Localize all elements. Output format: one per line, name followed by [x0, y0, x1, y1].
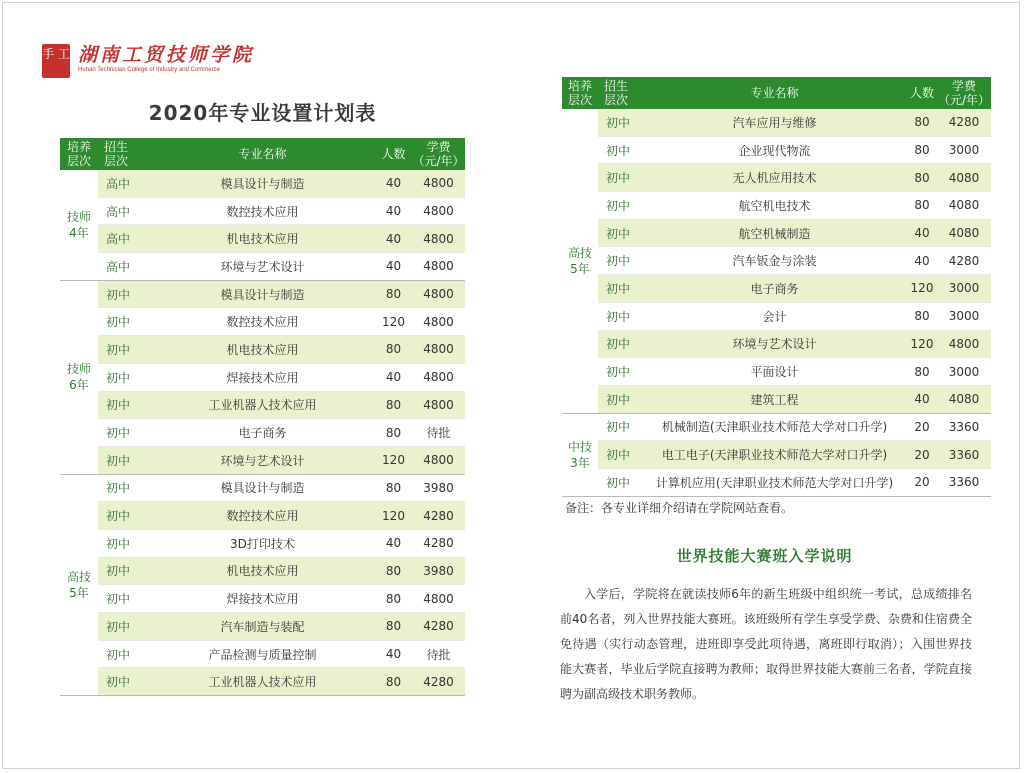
fee-cell: 3000: [937, 358, 991, 386]
enroll-cell: 初中: [98, 557, 150, 585]
count-cell: 40: [907, 247, 937, 275]
major-cell: 模具设计与制造: [150, 474, 375, 502]
fee-cell: 4280: [937, 109, 991, 136]
count-cell: 80: [375, 474, 412, 502]
fee-cell: 3980: [412, 474, 465, 502]
count-cell: 40: [375, 197, 412, 225]
count-cell: 120: [375, 502, 412, 530]
table-row: [60, 474, 465, 502]
fee-cell: 4080: [937, 164, 991, 192]
enroll-cell: 初中: [598, 358, 642, 386]
major-cell: 机电技术应用: [150, 336, 375, 364]
header-fee: 学费 （元/年）: [937, 79, 991, 107]
count-cell: 20: [907, 468, 937, 496]
table-row: [562, 330, 991, 358]
header-count: 人数: [907, 77, 937, 109]
table-row: [60, 446, 465, 474]
major-cell: 焊接技术应用: [150, 585, 375, 613]
table-row: [562, 413, 991, 441]
logo-text: [78, 44, 254, 74]
major-cell: 机电技术应用: [150, 225, 375, 253]
header-count: 人数: [375, 138, 412, 170]
enroll-cell: 初中: [98, 363, 150, 391]
fee-cell: 4800: [412, 363, 465, 391]
table-row: [60, 585, 465, 613]
enroll-cell: 初中: [598, 192, 642, 220]
count-cell: 80: [907, 302, 937, 330]
major-cell: 产品检测与质量控制: [150, 640, 375, 668]
enroll-cell: 初中: [98, 336, 150, 364]
college-name-en: Hunan Technician College of Industry and Commerce: [78, 67, 220, 73]
seal-icon: 手 工: [42, 44, 70, 78]
table-header-row: [60, 138, 465, 170]
table-row: [562, 358, 991, 386]
count-cell: 80: [907, 358, 937, 386]
enroll-cell: 高中: [98, 170, 150, 197]
enroll-cell: 初中: [598, 164, 642, 192]
major-cell: 汽车钣金与涂装: [642, 247, 907, 275]
header-level: 培养 层次: [60, 138, 98, 170]
count-cell: 120: [907, 275, 937, 303]
enroll-cell: 高中: [98, 225, 150, 253]
table-body-left: [60, 170, 465, 696]
enroll-cell: 初中: [598, 136, 642, 164]
table-row: [60, 308, 465, 336]
header-enroll: 招生 层次: [598, 77, 642, 109]
fee-cell: 3360: [937, 441, 991, 469]
table-row: [562, 385, 991, 413]
table-row: [60, 363, 465, 391]
table-body-right: [562, 109, 991, 496]
fee-cell: 待批: [412, 419, 465, 447]
count-cell: 80: [375, 585, 412, 613]
enroll-cell: 初中: [598, 109, 642, 136]
major-cell: 电子商务: [642, 275, 907, 303]
fee-cell: 4080: [937, 385, 991, 413]
table-row: [60, 419, 465, 447]
table-row: [60, 557, 465, 585]
table-row: [562, 192, 991, 220]
fee-cell: 4280: [412, 668, 465, 696]
enroll-cell: 初中: [598, 219, 642, 247]
fee-cell: 4800: [412, 391, 465, 419]
fee-cell: 4800: [412, 446, 465, 474]
major-cell: 无人机应用技术: [642, 164, 907, 192]
major-cell: 电子商务: [150, 419, 375, 447]
college-logo: [42, 44, 254, 78]
count-cell: 80: [375, 419, 412, 447]
header-major: 专业名称: [642, 77, 907, 109]
count-cell: 40: [375, 640, 412, 668]
header-major: 专业名称: [150, 138, 375, 170]
table-header-row: [562, 77, 991, 109]
major-cell: 环境与艺术设计: [150, 253, 375, 281]
level-cell: 高技 5年: [60, 474, 98, 696]
fee-cell: 4080: [937, 192, 991, 220]
enroll-cell: 初中: [98, 474, 150, 502]
count-cell: 40: [907, 219, 937, 247]
count-cell: 40: [375, 170, 412, 197]
enroll-cell: 初中: [598, 330, 642, 358]
count-cell: 80: [375, 280, 412, 308]
fee-cell: 4800: [412, 280, 465, 308]
major-cell: 工业机器人技术应用: [150, 668, 375, 696]
fee-cell: 4800: [412, 308, 465, 336]
fee-cell: 3360: [937, 413, 991, 441]
enroll-cell: 初中: [98, 502, 150, 530]
count-cell: 80: [375, 557, 412, 585]
count-cell: 20: [907, 441, 937, 469]
major-cell: 企业现代物流: [642, 136, 907, 164]
fee-cell: 4800: [412, 336, 465, 364]
enroll-cell: 初中: [98, 308, 150, 336]
count-cell: 120: [907, 330, 937, 358]
enroll-cell: 初中: [98, 391, 150, 419]
enroll-cell: 初中: [98, 280, 150, 308]
major-cell: 电工电子(天津职业技术师范大学对口升学): [642, 441, 907, 469]
header-level: 培养 层次: [562, 77, 598, 109]
major-cell: 环境与艺术设计: [642, 330, 907, 358]
table-row: [562, 275, 991, 303]
table-row: [60, 280, 465, 308]
table-row: [562, 468, 991, 496]
table-row: [60, 640, 465, 668]
enroll-cell: 初中: [598, 247, 642, 275]
major-cell: 数控技术应用: [150, 502, 375, 530]
enroll-cell: 初中: [598, 385, 642, 413]
section-title: 世界技能大赛班入学说明: [676, 547, 853, 565]
enroll-cell: 初中: [598, 441, 642, 469]
table-note: 备注：各专业详细介绍请在学院网站查看。: [565, 501, 794, 515]
count-cell: 40: [907, 385, 937, 413]
fee-cell: 3000: [937, 302, 991, 330]
count-cell: 80: [375, 391, 412, 419]
major-cell: 机电技术应用: [150, 557, 375, 585]
major-cell: 机械制造(天津职业技术师范大学对口升学): [642, 413, 907, 441]
enroll-cell: 初中: [98, 419, 150, 447]
plan-table-right: [562, 77, 991, 497]
table-row: [562, 109, 991, 136]
table-row: [562, 302, 991, 330]
header-fee: 学费 （元/年）: [412, 140, 465, 168]
major-cell: 工业机器人技术应用: [150, 391, 375, 419]
enroll-cell: 初中: [98, 529, 150, 557]
count-cell: 120: [375, 308, 412, 336]
fee-cell: 4800: [412, 197, 465, 225]
major-cell: 环境与艺术设计: [150, 446, 375, 474]
major-cell: 焊接技术应用: [150, 363, 375, 391]
fee-cell: 4280: [412, 529, 465, 557]
section-paragraph: 入学后，学院将在就读技师6年的新生班级中组织统一考试，总成绩排名前40名者，列入世界技能大赛班。该班级所有学生享受学费、杂费和住宿费全免待遇（实行动态管理，进班即享受此项待遇，离班即行取消）；入围世界技能大赛者，毕业后学院直接聘为教师；取得世界技能大赛前三名者，学院直接聘为副高级技术职务教师。: [560, 587, 972, 701]
major-cell: 数控技术应用: [150, 308, 375, 336]
count-cell: 80: [907, 136, 937, 164]
major-cell: 航空机械制造: [642, 219, 907, 247]
fee-cell: 4280: [412, 502, 465, 530]
table-row: [60, 391, 465, 419]
level-cell: 技师 6年: [60, 280, 98, 474]
major-cell: 3D打印技术: [150, 529, 375, 557]
major-cell: 建筑工程: [642, 385, 907, 413]
page-title: 2020年专业设置计划表: [148, 101, 377, 125]
count-cell: 80: [907, 192, 937, 220]
count-cell: 80: [907, 109, 937, 136]
major-cell: 航空机电技术: [642, 192, 907, 220]
enroll-cell: 初中: [598, 468, 642, 496]
college-name-cn: 湖南工贸技师学院: [78, 44, 255, 66]
count-cell: 120: [375, 446, 412, 474]
count-cell: 80: [375, 336, 412, 364]
count-cell: 40: [375, 363, 412, 391]
enroll-cell: 初中: [98, 613, 150, 641]
major-cell: 模具设计与制造: [150, 280, 375, 308]
major-cell: 平面设计: [642, 358, 907, 386]
table-row: [60, 529, 465, 557]
fee-cell: 4800: [412, 170, 465, 197]
enroll-cell: 初中: [598, 302, 642, 330]
plan-table-left: [60, 138, 465, 696]
major-cell: 会计: [642, 302, 907, 330]
count-cell: 40: [375, 253, 412, 281]
header-enroll: 招生 层次: [98, 138, 150, 170]
table-row: [60, 502, 465, 530]
enroll-cell: 初中: [98, 668, 150, 696]
fee-cell: 4800: [412, 253, 465, 281]
fee-cell: 4800: [412, 585, 465, 613]
enroll-cell: 初中: [598, 275, 642, 303]
table-row: [60, 197, 465, 225]
enroll-cell: 初中: [98, 446, 150, 474]
count-cell: 80: [907, 164, 937, 192]
level-cell: 技师 4年: [60, 170, 98, 280]
table-row: [60, 253, 465, 281]
table-row: [562, 219, 991, 247]
major-cell: 数控技术应用: [150, 197, 375, 225]
enroll-cell: 初中: [98, 585, 150, 613]
fee-cell: 4280: [937, 247, 991, 275]
fee-cell: 4800: [412, 225, 465, 253]
enroll-cell: 初中: [598, 413, 642, 441]
enroll-cell: 初中: [98, 640, 150, 668]
count-cell: 80: [375, 668, 412, 696]
fee-cell: 3000: [937, 136, 991, 164]
count-cell: 20: [907, 413, 937, 441]
fee-cell: 3360: [937, 468, 991, 496]
major-cell: 汽车制造与装配: [150, 613, 375, 641]
fee-cell: 待批: [412, 640, 465, 668]
major-cell: 计算机应用(天津职业技术师范大学对口升学): [642, 468, 907, 496]
level-cell: 高技 5年: [562, 109, 598, 413]
table-row: [562, 164, 991, 192]
table-row: [60, 668, 465, 696]
count-cell: 40: [375, 225, 412, 253]
table-row: [60, 225, 465, 253]
table-row: [60, 336, 465, 364]
table-row: [562, 247, 991, 275]
table-row: [60, 170, 465, 197]
table-row: [562, 441, 991, 469]
count-cell: 80: [375, 613, 412, 641]
fee-cell: 4080: [937, 219, 991, 247]
major-cell: 模具设计与制造: [150, 170, 375, 197]
enroll-cell: 高中: [98, 197, 150, 225]
fee-cell: 4800: [937, 330, 991, 358]
count-cell: 40: [375, 529, 412, 557]
fee-cell: 3000: [937, 275, 991, 303]
table-row: [562, 136, 991, 164]
table-row: [60, 613, 465, 641]
level-cell: 中技 3年: [562, 413, 598, 496]
fee-cell: 3980: [412, 557, 465, 585]
fee-cell: 4280: [412, 613, 465, 641]
major-cell: 汽车应用与维修: [642, 109, 907, 136]
enroll-cell: 高中: [98, 253, 150, 281]
